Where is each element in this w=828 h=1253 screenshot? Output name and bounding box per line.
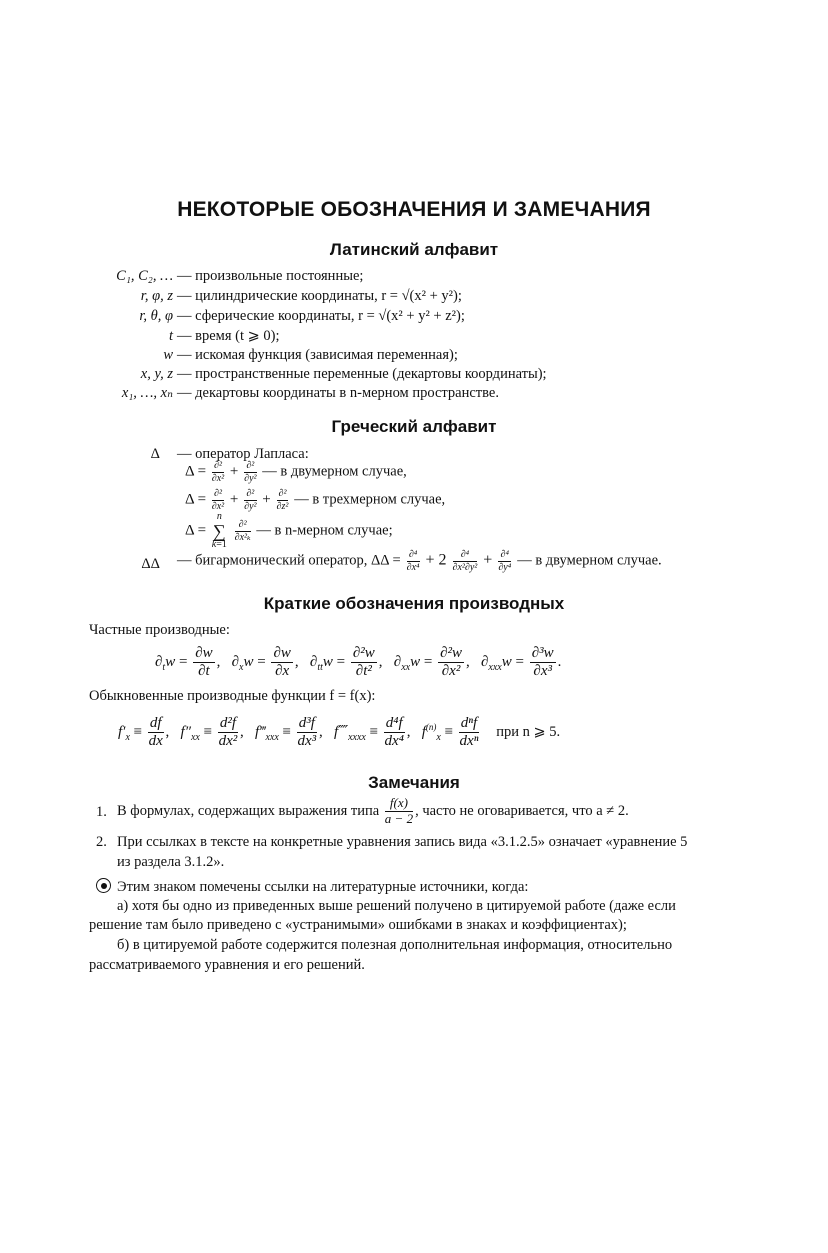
remark-2-line-2: из раздела 3.1.2». xyxy=(117,854,225,870)
ordinary-derivatives-formula: $f'_x$ ≡ $\frac{df}{dx}$ , $f''_{xx}$ ≡ $\frac{\text{d²f}}{\text{dx²}}$ , $f‴_{xxx}$ ≡ $\frac{\text{d³f}}{\text{dx³}}$ , $f⁗_{xxxx}$ ≡ $\frac{\text{d⁴f}}{\text{dx⁴}}$ , $f^{(n)}_x$ ≡ $\frac{\text{dⁿf}}{\text{dxⁿ}}$ при n ⩾ 5. xyxy=(118,715,561,750)
remarks-heading: Замечания xyxy=(368,773,460,792)
remark-3b-line-2: рассматриваемого уравнения и его решений. xyxy=(89,957,365,973)
case-3d-text: — в трехмерном случае, xyxy=(294,491,446,508)
literature-mark-icon xyxy=(96,878,111,893)
case-2d-text: — в двумерном случае, xyxy=(262,463,407,480)
term: x₁, …, xₙ xyxy=(121,385,173,401)
remark-3a-line-1: а) хотя бы одно из приведенных выше решений получено в цитируемой работе (даже если xyxy=(117,898,676,914)
partial-label: Частные производные: xyxy=(89,622,230,638)
laplace-symbol: Δ xyxy=(150,446,160,462)
derivatives-heading: Краткие обозначения производных xyxy=(263,594,565,613)
laplace-3d-formula: Δ = $\frac{\text{∂²}}{\text{∂x²}}$ + $\frac{\text{∂²}}{\text{∂y²}}$ + $\frac{\text{∂²}}{\text{∂z²}}$ — в трехмерном случае, xyxy=(185,488,446,512)
remark-1: В формулах, содержащих выражения типа $\frac{f(x)}{a - 2}$ , часто не оговаривается, что a ≠ 2. xyxy=(117,795,629,826)
definition: — время (t ⩾ 0); xyxy=(177,328,280,344)
remark-number: 1. xyxy=(96,804,107,820)
term: C₁, C₂, … xyxy=(116,268,173,284)
biharmonic-symbol: ΔΔ xyxy=(141,556,160,572)
ordinary-label: Обыкновенные производные функции f = f(x): xyxy=(89,688,376,704)
remark-3b-line-1: б) в цитируемой работе содержится полезная дополнительная информация, относительно xyxy=(117,937,673,953)
term: w xyxy=(163,347,173,363)
definition: — декартовы координаты в n-мерном пространстве. xyxy=(177,385,499,401)
definition: — сферические координаты, r = √(x² + y² + z²); xyxy=(177,308,465,324)
laplace-definition: — оператор Лапласа: xyxy=(177,446,309,462)
partial-derivatives-formula: $\partial_tw$ = $\frac{\partial w}{\partial t}$ , $\partial_xw$ = $\frac{\partial w}{\partial x}$ , $\partial_{tt}w$ = $\frac{\text{∂²w}}{\text{∂t²}}$ , $\partial_{xx}w$ = $\frac{\text{∂²w}}{\text{∂x²}}$ , $\partial_{xxx}w$ = $\frac{\text{∂³w}}{\text{∂x³}}$ . xyxy=(155,645,562,680)
remark-3-text: Этим знаком помечены ссылки на литературные источники, когда: xyxy=(117,879,529,895)
biharmonic-formula: — бигармонический оператор, ΔΔ = $\frac{\text{∂⁴}}{\text{∂x⁴}}$ + 2 $\frac{\text{∂⁴}}{\text{∂x²∂y²}}$ + $\frac{\text{∂⁴}}{\text{∂y⁴}}$ — в двумерном случае. xyxy=(177,549,662,573)
term: t xyxy=(168,328,173,344)
term: r, θ, φ xyxy=(139,308,173,324)
greek-heading: Греческий алфавит xyxy=(331,417,497,436)
biharmonic-definition: — бигармонический оператор, ΔΔ = xyxy=(177,552,401,569)
term: x, y, z xyxy=(140,366,173,382)
biharmonic-case-text: — в двумерном случае. xyxy=(517,552,662,569)
remark-3a-line-2: решение там было приведено с «устранимыми» ошибками в знаках и коэффициентах); xyxy=(89,917,627,933)
remark-1-text-a: В формулах, содержащих выражения типа xyxy=(117,802,380,819)
definition: — искомая функция (зависимая переменная); xyxy=(177,347,458,363)
latin-heading: Латинский алфавит xyxy=(329,240,499,259)
laplace-nd-formula: Δ = n ∑ k=1 $\frac{\text{∂²}}{\text{∂x²ₖ}}$ — в n-мерном случае; xyxy=(185,511,393,550)
remark-1-text-b: , часто не оговаривается, что a ≠ 2. xyxy=(415,802,629,819)
remark-3 xyxy=(96,878,528,896)
case-nd-text: — в n-мерном случае; xyxy=(256,522,393,539)
page-title: НЕКОТОРЫЕ ОБОЗНАЧЕНИЯ И ЗАМЕЧАНИЯ xyxy=(177,198,651,221)
definition: — цилиндрические координаты, r = √(x² + y²); xyxy=(177,288,462,304)
definition: — пространственные переменные (декартовы координаты); xyxy=(177,366,547,382)
term: r, φ, z xyxy=(140,288,173,304)
condition-text: при n ⩾ 5. xyxy=(496,724,561,741)
laplace-2d-formula: Δ = $\frac{\text{∂²}}{\text{∂x²}}$ + $\frac{\text{∂²}}{\text{∂y²}}$ — в двумерном случае, xyxy=(185,460,407,484)
definition: — произвольные постоянные; xyxy=(177,268,364,284)
remark-number: 2. xyxy=(96,834,107,850)
remark-2-line-1: При ссылках в тексте на конкретные уравнения запись вида «3.1.2.5» означает «уравнение 5 xyxy=(117,834,688,850)
